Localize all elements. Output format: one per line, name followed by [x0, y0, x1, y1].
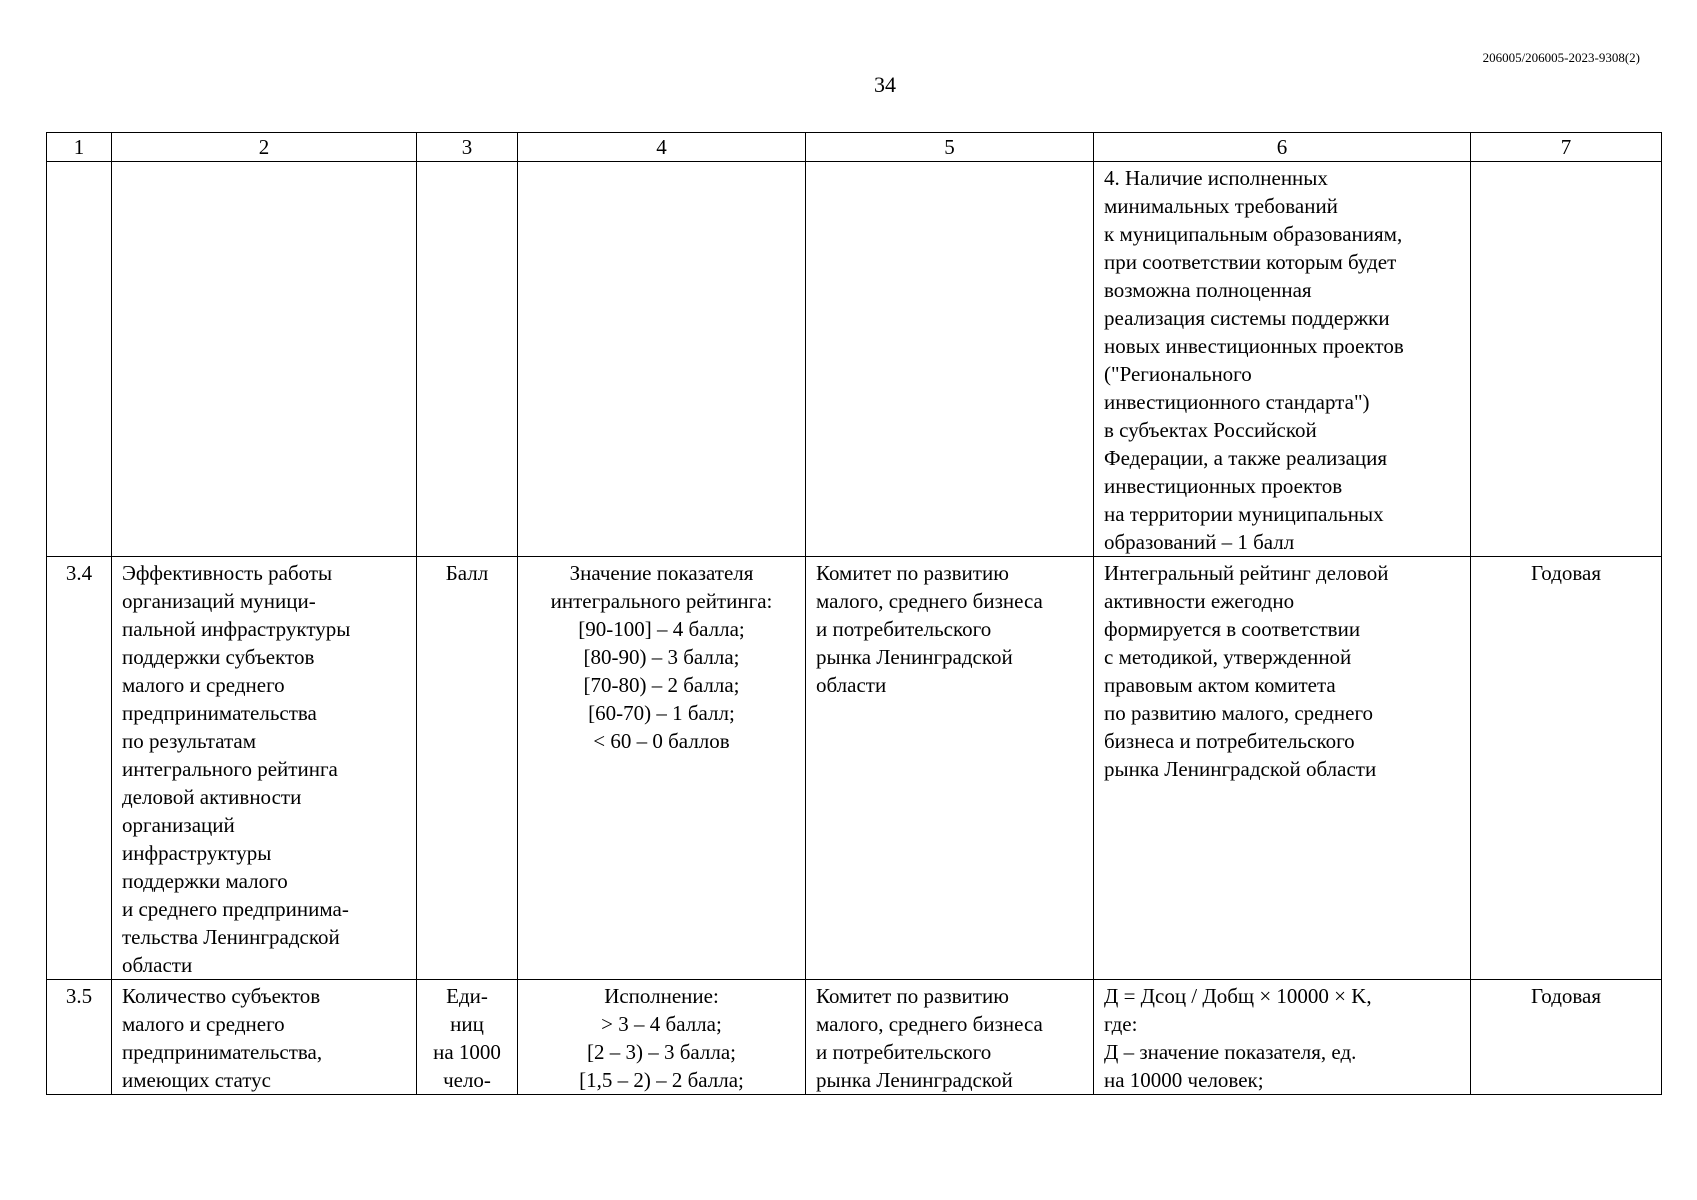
- period-cell: Годовая: [1471, 980, 1662, 1095]
- table-row: [47, 557, 1662, 980]
- page-number: 34: [874, 72, 896, 97]
- period-cell: [1471, 162, 1662, 557]
- indicator-name: Эффективность работы организаций муници- пальной инфраструктуры поддержки субъектов малого и среднего предпринимательства по результатам интегрального рейтинга деловой активности организаций инфраструктуры поддержки малого и среднего предпринима- тельства Ленинградской области: [112, 557, 417, 980]
- row-number: 3.5: [47, 980, 112, 1095]
- criteria-cell: [518, 162, 806, 557]
- column-header: 1: [47, 133, 112, 162]
- criteria-cell: Исполнение: > 3 – 4 балла; [2 – 3) – 3 балла; [1,5 – 2) – 2 балла;: [518, 980, 806, 1095]
- criteria-cell: Значение показателя интегрального рейтинга: [90-100] – 4 балла; [80-90) – 3 балла; [70-80) – 2 балла; [60-70) – 1 балл; < 60 – 0 баллов: [518, 557, 806, 980]
- method-cell: 4. Наличие исполненных минимальных требований к муниципальным образованиям, при соответствии которым будет возможна полноценная реализация системы поддержки новых инвестиционных проектов ("Регионального инвестиционного стандарта") в субъектах Российской Федерации, а также реализация инвестиционных проектов на территории муниципальных образований – 1 балл: [1094, 162, 1471, 557]
- responsible-cell: Комитет по развитию малого, среднего бизнеса и потребительского рынка Ленинградской области: [806, 557, 1094, 980]
- responsible-cell: Комитет по развитию малого, среднего бизнеса и потребительского рынка Ленинградской: [806, 980, 1094, 1095]
- indicator-name: [112, 162, 417, 557]
- column-header: 4: [518, 133, 806, 162]
- data-table: [46, 132, 1662, 1095]
- unit-cell: Еди- ниц на 1000 чело-: [417, 980, 518, 1095]
- column-header: 2: [112, 133, 417, 162]
- method-cell: Интегральный рейтинг деловой активности ежегодно формируется в соответствии с методикой, утвержденной правовым актом комитета по развитию малого, среднего бизнеса и потребительского рынка Ленинградской области: [1094, 557, 1471, 980]
- row-number: [47, 162, 112, 557]
- period-cell: Годовая: [1471, 557, 1662, 980]
- column-header: 7: [1471, 133, 1662, 162]
- responsible-cell: [806, 162, 1094, 557]
- unit-cell: [417, 162, 518, 557]
- document-id: 206005/206005-2023-9308(2): [1482, 50, 1640, 65]
- row-number: 3.4: [47, 557, 112, 980]
- indicator-name: Количество субъектов малого и среднего предпринимательства, имеющих статус: [112, 980, 417, 1095]
- column-header: 5: [806, 133, 1094, 162]
- method-cell: Д = Дсоц / Добщ × 10000 × K, где: Д – значение показателя, ед. на 10000 человек;: [1094, 980, 1471, 1095]
- column-header: 3: [417, 133, 518, 162]
- unit-cell: Балл: [417, 557, 518, 980]
- table-row: [47, 980, 1662, 1095]
- table-row: [47, 162, 1662, 557]
- column-header: 6: [1094, 133, 1471, 162]
- table-header-row: [47, 133, 1662, 162]
